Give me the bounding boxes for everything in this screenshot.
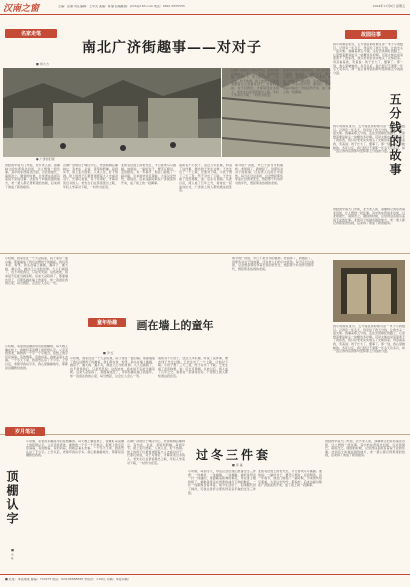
divider-2 (0, 434, 410, 435)
article2-body: 我小时候家里穷，五分钱在那时候可是一笔不小的数目。记得有一年冬天，母亲给了我五分钱，让我去买一盒火柴。我攥着那五分钱，走在去供销社的路上，心里想着要是能买一块糖该多好啊。可是火柴也是家里离不了的东西，我只好老老实实地买了火柴回家。母亲看着我，笑着说：孩子长大了，懂事了。那一刻，我心里暖暖的。多年以后，我已经记不清那一年冬天有多冷，却一直记得母亲的那句话和那五分钱的分量。 (333, 125, 405, 154)
article1-title: 南北广济街趣事——对对子 (82, 40, 262, 56)
article2-title: 五分钱的故事 (388, 93, 402, 177)
article4-byline: ■ 小 叶 (10, 548, 15, 560)
masthead-rule (0, 14, 410, 15)
article4-body: 小时候，家里的顶棚是用旧报纸糊的。每天晚上躺在炕上，我就盯着顶棚上的报纸认字。父亲见我喜欢，就教我一个字一个字地念。报纸上的字密密麻麻，有的倒着，有的斜着，我就歪着头去看。一个冬天下来，我竟然认识了不少字。上学以后，老师夸我识字多，我心里偷偷地乐，那都是顶棚教给我的。 (26, 440, 124, 458)
section-tag-memo: 岁月笔记 (5, 427, 45, 436)
article5-byline: ■ 李 淼 (232, 463, 243, 467)
article5-body2: 北街有位姓王的老先生，平日喜欢写写画画。他常说：一副好对子，要平仄相对，意思相连。有一年春节，他在门前贴了一副对联，引来街坊驻足观看，大家议论纷纷，都说好。后来这副对联在广济街流传开来，成了街上的一段趣事。 (258, 470, 322, 488)
article1-body-col4: 南街有个小伙子，读过几年私塾，听说了这件事，便去找王先生讨教。王先生出了一个上联，让他对下联。小伙子想了三天三夜，终于对出了下联。王先生看了连连称赞，说：后生可畏啊。从此以后，两人成了忘年之交，常常在一起谈诗论对，广济街上的人都知道这段佳话。 (179, 164, 232, 193)
article1-byline: ■ 刘大力 (36, 62, 49, 66)
article4-title: 顶棚认字 (5, 470, 19, 526)
article3-col-right: 如今的广济街，早已不是当年的模样。老街拆了，新楼起了，但那些对对子的故事，还在老人们的口中流传。每当走过这条街，总会想起那些穿着长衫的老先生，想起那个吟诗作对的年代，想起那条热闹的老街。 (232, 257, 314, 271)
article3-body: 小时候，我家住在一个大杂院里，院子里有一面白墙。那面墙成了我们这群孩子的画板。我们用木炭、粉笔、砖头在墙上画画，画房子、画大树、画小鸟，画自己心中的世界。大人们看到了，也不责怪我们，只是笑笑说：这些娃娃，将来说不定能当画家呢。后来大杂院拆了，那面墙也没了，可那些画在墙上的童年，却一直留在我的心里，每当想起，总会让人会心一笑。 (70, 357, 155, 378)
article1-body-col5: 如今的广济街，早已不是当年的模样。老街拆了，新楼起了，但那些对对子的故事，还在老人们的口中流传。每当走过这条街，总会想起那些穿着长衫的老先生，想起那个吟诗作对的年代，想起那条热闹的老街。 (235, 164, 283, 185)
masthead-info: 主编：张瑜 责任编辑：王华灵 美编：陈瑜 投稿邮箱：ybrb@163.com 电话：0891-5555555 (58, 5, 185, 8)
section-tag-hometown: 名家走笔 (5, 29, 57, 38)
article3-photo (333, 260, 405, 322)
section-tag-story: 故园往事 (345, 30, 397, 39)
masthead-logo: 汉南之窗 (3, 4, 40, 14)
article1-caption: ● 广济街旧貌 (36, 157, 55, 161)
article1-body-col2: 古城广济街位于城区中心，老街两侧店铺林立，有布庄、杂货、茶馆和药铺。每到年节，街上张灯结彩，人来人往，好不热闹。街上的孩子们最喜欢跟着大人去看对对子，长辈们常说，对子对得好，才算是读过书的人。老先生们在茶馆里出上联，年轻人争着对下联，一时传为佳话。 (63, 164, 118, 189)
article1-body-col1: 曾经的中南大门外街，北方老人街，商铺林立的东西南北四街，让人想到一段往事。其中的东西南北四街，以北街最长，南街次之。刚到的时候，总觉得这条街有着说不完的往事。北街有个叫做戏园的地方，老一辈人都记得那里的热闹，后来拆了建成了新的楼房。 (5, 164, 60, 189)
article4-lead: 小时候，家里的顶棚是用旧报纸糊的。每天晚上躺在炕上，我就盯着顶棚上的报纸认字。父亲见我喜欢，就教我一个字一个字地念。报纸上的字密密麻麻，有的倒着，有的斜着，我就歪着头去看。一个冬天下来，我竟然认识了不少字。上学以后，老师夸我识字多，我心里偷偷地乐，那都是顶棚教给我的。 (5, 345, 68, 370)
article5-body3: 曾经的中南大门外街，北方老人街，商铺林立的东西南北四街，让人想到一段往事。其中的东西南北四街，以北街最长，南街次之。刚到的时候，总觉得这条街有着说不完的往事。北街有个叫做戏园的地方，老一辈人都记得那里的热闹，后来拆了建成了新的楼房。 (325, 440, 405, 458)
divider-1 (0, 253, 410, 254)
article1-photo (3, 68, 221, 157)
article1-body-col7: 北街有位姓王的老先生，平日喜欢写写画画。他常说：一副好对子，要平仄相对，意思相连。有一年春节，他在门前贴了一副对联，引来街坊驻足观看，大家议论纷纷，都说好。后来这副对联在广济街流传开来，成了街上的一段趣事。 (283, 69, 331, 94)
article3-lead: 小时候，我家住在一个大杂院里，院子里有一面白墙。那面墙成了我们这群孩子的画板。我们用木炭、粉笔、砖头在墙上画画，画房子、画大树、画小鸟，画自己心中的世界。大人们看到了，也不责怪我们，只是笑笑说：这些娃娃，将来说不定能当画家呢。后来大杂院拆了，那面墙也没了，可那些画在墙上的童年，却一直留在我的心里，每当想起，总会让人会心一笑。 (5, 257, 68, 286)
article3-body2: 南街有个小伙子，读过几年私塾，听说了这件事，便去找王先生讨教。王先生出了一个上联，让他对下联。小伙子想了三天三夜，终于对出了下联。王先生看了连连称赞，说：后生可畏啊。从此以后，两人成了忘年之交，常常在一起谈诗论对，广济街上的人都知道这段佳话。 (158, 357, 228, 378)
article2-body-cont: 曾经的中南大门外街，北方老人街，商铺林立的东西南北四街，让人想到一段往事。其中的东西南北四街，以北街最长，南街次之。刚到的时候，总觉得这条街有着说不完的往事。北街有个叫做戏园的地方，老一辈人都记得那里的热闹，后来拆了建成了新的楼房。 (333, 208, 405, 226)
article1-body-col6: 古城广济街位于城区中心，老街两侧店铺林立，有布庄、杂货、茶馆和药铺。每到年节，街上张灯结彩，人来人往，好不热闹。街上的孩子们最喜欢跟着大人去看对对子，长辈们常说，对子对得好，才算是读过书的人。老先生们在茶馆里出上联，年轻人争着对下联，一时传为佳话。 (231, 69, 279, 98)
article5-body: 小时候，每到冬天，母亲总会给我们准备过冬三件套：一件棉袄、一条棉裤、一双棉鞋。棉袄是母亲一针一线缝的，里面絮着新弹的棉花，穿在身上暖和极了。棉鞋是母亲在昏黄的油灯下纳的鞋底，一针一线都饱含着母爱。如今生活好了，羽绒服代替了棉袄，可我总是怀念那些母亲亲手做的过冬三件套。 (188, 470, 256, 495)
article3-title: 画在墙上的童年 (136, 319, 214, 332)
article4-body2: 古城广济街位于城区中心，老街两侧店铺林立，有布庄、杂货、茶馆和药铺。每到年节，街上张灯结彩，人来人往，好不热闹。街上的孩子们最喜欢跟着大人去看对对子，长辈们常说，对子对得好，才算是读过书的人。老先生们在茶馆里出上联，年轻人争着对下联，一时传为佳话。 (127, 440, 185, 465)
old-street-photo (3, 68, 221, 157)
masthead (0, 0, 410, 16)
article2-intro: 我小时候家里穷，五分钱在那时候可是一笔不小的数目。记得有一年冬天，母亲给了我五分钱，让我去买一盒火柴。我攥着那五分钱，走在去供销社的路上，心里想着要是能买一块糖该多好啊。可是火柴也是家里离不了的东西，我只好老老实实地买了火柴回家。母亲看着我，笑着说：孩子长大了，懂事了。那一刻，我心里暖暖的。多年以后，我已经记不清那一年冬天有多冷，却一直记得母亲的那句话和那五分钱的分量。 (333, 43, 403, 75)
article3-byline: ■ 尹 红 (103, 351, 114, 355)
footer (0, 574, 410, 587)
article1-body-col3: 北街有位姓王的老先生，平日喜欢写写画画。他常说：一副好对子，要平仄相对，意思相连。有一年春节，他在门前贴了一副对联，引来街坊驻足观看，大家议论纷纷，都说好。后来这副对联在广济街流传开来，成了街上的一段趣事。 (121, 164, 176, 185)
masthead-date: 2024年11月8日 星期五 (372, 4, 405, 8)
article3-right-text: 我小时候家里穷，五分钱在那时候可是一笔不小的数目。记得有一年冬天，母亲给了我五分钱，让我去买一盒火柴。我攥着那五分钱，走在去供销社的路上，心里想着要是能买一块糖该多好啊。可是火柴也是家里离不了的东西，我只好老老实实地买了火柴回家。母亲看着我，笑着说：孩子长大了，懂事了。那一刻，我心里暖暖的。多年以后，我已经记不清那一年冬天有多冷，却一直记得母亲的那句话和那五分钱的分量。 (333, 325, 405, 354)
article5-title: 过冬三件套 (196, 448, 272, 462)
footer-text: ■ 社址：本报地址 邮编：710075 电话：029-88888888 零售价：1.00元 印刷：本报印刷厂 (5, 578, 131, 581)
section-tag-children: 童年拾趣 (88, 318, 126, 327)
doorway-photo (333, 260, 405, 322)
